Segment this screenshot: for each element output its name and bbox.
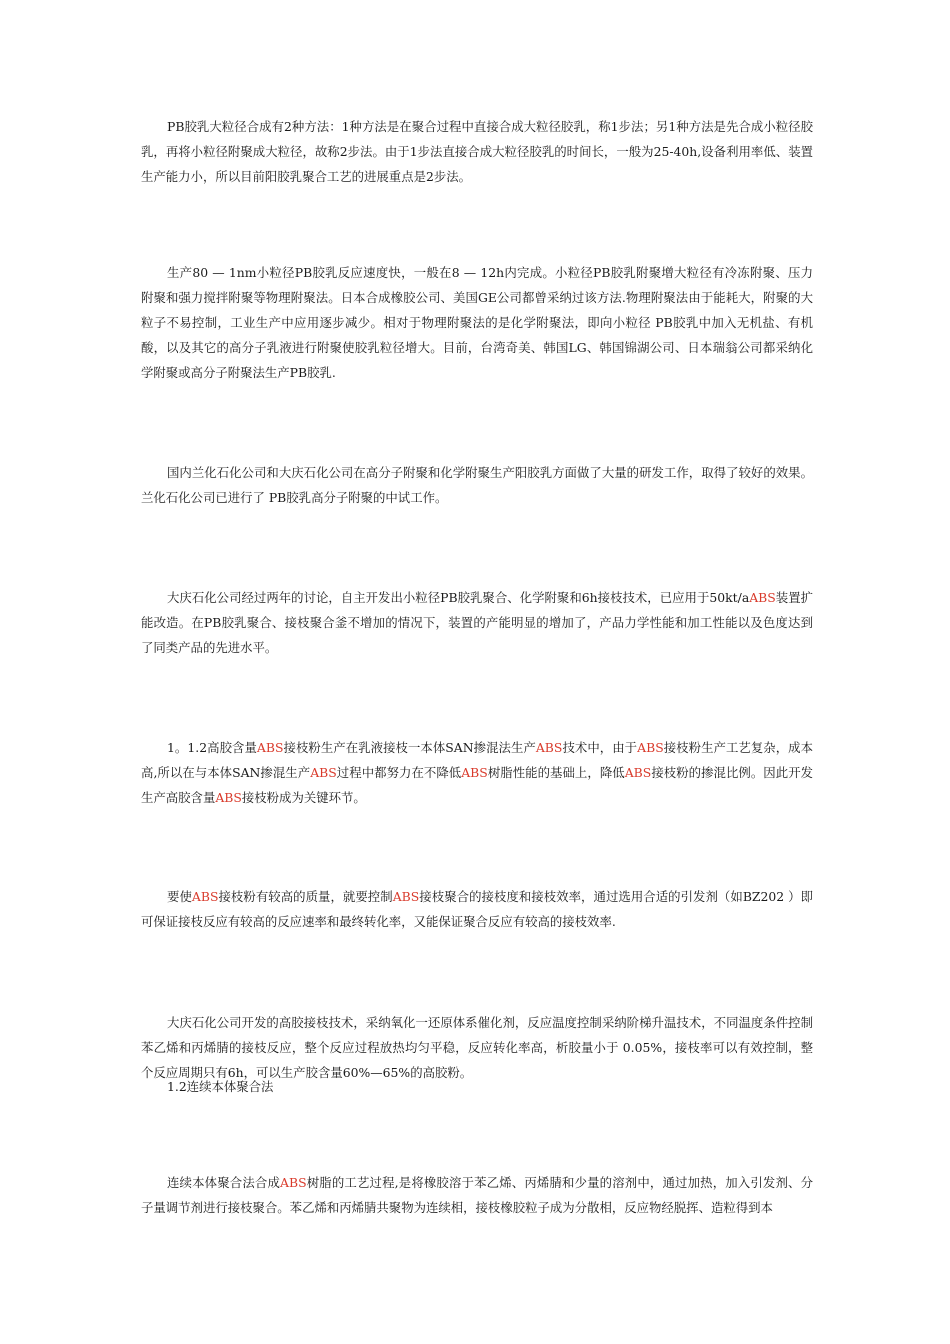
paragraph-daqing-expansion: [141, 585, 813, 660]
highlighted-term: ABS: [749, 590, 776, 605]
paragraph-text: 接枝粉有较高的质量，就要控制: [218, 889, 393, 904]
paragraph-text: 接枝粉的掺混比例。因此开发生产高胶含量: [141, 765, 814, 805]
paragraph-text: 要使: [167, 889, 192, 904]
paragraph-text: 1。1.2高胶含量: [167, 740, 257, 755]
highlighted-term: ABS: [310, 765, 337, 780]
paragraph-text: 树脂性能的基础上，降低: [487, 765, 625, 780]
highlighted-term: ABS: [191, 889, 219, 904]
paragraph-text: PB胶乳大粒径合成有2种方法：1种方法是在聚合过程中直接合成大粒径胶乳，称1步法；另1种方法是先合成小粒径胶乳，再将小粒径附聚成大粒径，故称2步法。由于1步法直接合成大粒径胶乳的时间长，一般为25-40h,设备利用率低、装置生产能力小，所以目前阳胶乳聚合工艺的进展重点是2步法。: [141, 119, 813, 184]
paragraph-text: 接枝粉生产在乳液接枝一本体SAN掺混法生产: [283, 740, 536, 755]
section-heading: 1.2连续本体聚合法: [167, 1079, 274, 1094]
paragraph-small-particle-agglomeration: [141, 260, 813, 385]
highlighted-term: ABS: [256, 740, 284, 755]
paragraph-pb-latex-methods: [141, 114, 813, 189]
paragraph-text: 国内兰化石化公司和大庆石化公司在高分子附聚和化学附聚生产阳胶乳方面做了大量的研发工作，取得了较好的效果。兰化石化公司已进行了 PB胶乳高分子附聚的中试工作。: [141, 465, 813, 505]
paragraph-text: 树脂的工艺过程,是将橡胶溶于苯乙烯、丙烯腈和少量的溶剂中，通过加热，加入引发剂、分子量调节剂进行接枝聚合。苯乙烯和丙烯腈共聚物为连续相，接枝橡胶粒子成为分散相，反应物经脱挥、造粒得到本: [141, 1175, 813, 1215]
paragraph-abs-graft-quality: [141, 884, 813, 934]
paragraph-text: 接枝粉生产工艺复杂，成本高,所以在与本体SAN掺混生产: [141, 740, 814, 780]
paragraph-text: 接枝聚合的接枝度和接枝效率，通过选用合适的引发剂（如BZ202 ）即可保证接枝反应有较高的反应速率和最终转化率，又能保证聚合反应有较高的接枝效率.: [141, 889, 814, 929]
paragraph-text: 大庆石化公司经过两年的讨论，自主开发出小粒径PB胶乳聚合、化学附聚和6h接枝技术，已应用于50kt/a: [167, 590, 750, 605]
paragraph-daqing-graft-technology: [141, 1010, 813, 1085]
paragraph-lanhua-daqing-research: [141, 460, 813, 510]
paragraph-text: 接枝粉成为关键环节。: [241, 790, 366, 805]
highlighted-term: ABS: [215, 790, 242, 805]
highlighted-term: ABS: [461, 765, 488, 780]
paragraph-text: 过程中都努力在不降低: [336, 765, 462, 780]
paragraph-text: 生产80 — 1nm小粒径PB胶乳反应速度快，一般在8 — 12h内完成。小粒径PB胶乳附聚增大粒径有冷冻附聚、压力附聚和强力搅拌附聚等物理附聚法。日本合成橡胶公司、美国GE公司都曾采纳过该方法.物理附聚法由于能耗大，附聚的大粒子不易控制，工业生产中应用逐步减少。相对于物理附聚法的是化学附聚法，即向小粒径 PB胶乳中加入无机盐、有机酸，以及其它的高分子乳液进行附聚使胶乳粒径增大。目前，台湾奇美、韩国LG、韩国锦湖公司、日本瑞翁公司都采纳化学附聚或高分子附聚法生产PB胶乳.: [141, 265, 813, 380]
paragraph-high-rubber-abs: [141, 735, 813, 810]
highlighted-term: ABS: [280, 1175, 307, 1190]
highlighted-term: ABS: [637, 740, 664, 755]
paragraph-text: 连续本体聚合法合成: [167, 1175, 281, 1190]
highlighted-term: ABS: [392, 889, 420, 904]
paragraph-continuous-bulk-process: [141, 1170, 813, 1220]
highlighted-term: ABS: [535, 740, 563, 755]
paragraph-text: 技术中，由于: [562, 740, 638, 755]
paragraph-text: 大庆石化公司开发的高胶接枝技术，采纳氧化一还原体系催化剂，反应温度控制采纳阶梯升温技术，不同温度条件控制苯乙烯和丙烯腈的接枝反应，整个反应过程放热均匀平稳，反应转化率高，析胶量小于 0.05%，接枝率可以有效控制，整个反应周期只有6h，可以生产胶含量60%—65%的高胶粉。: [141, 1015, 813, 1080]
paragraph-text: 装置扩能改造。在PB胶乳聚合、接枝聚合釜不增加的情况下，装置的产能明显的增加了，产品力学性能和加工性能以及色度达到了同类产品的先进水平。: [141, 590, 813, 655]
highlighted-term: ABS: [624, 765, 652, 780]
